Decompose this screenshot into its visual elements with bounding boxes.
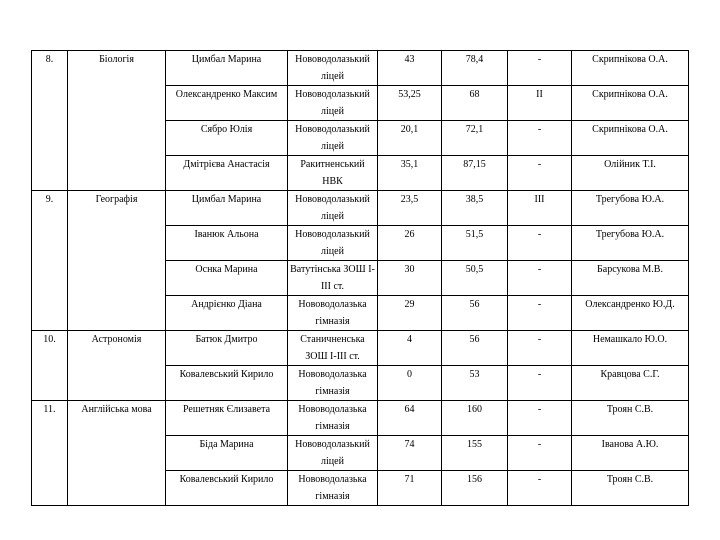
score-1: 43 [378, 51, 442, 86]
place: - [508, 366, 572, 401]
student-name: Сябро Юлія [166, 121, 288, 156]
place: - [508, 401, 572, 436]
teacher-name: Троян С.В. [572, 471, 689, 506]
teacher-name: Кравцова С.Г. [572, 366, 689, 401]
teacher-name: Іванова А.Ю. [572, 436, 689, 471]
place: - [508, 226, 572, 261]
student-name: Андрієнко Діана [166, 296, 288, 331]
score-1: 0 [378, 366, 442, 401]
table-row [32, 401, 689, 436]
table-row [32, 191, 689, 226]
student-name: Оснка Марина [166, 261, 288, 296]
student-name: Біда Марина [166, 436, 288, 471]
subject-name: Географія [68, 191, 166, 331]
score-2: 38,5 [442, 191, 508, 226]
score-2: 56 [442, 296, 508, 331]
place: ІІ [508, 86, 572, 121]
teacher-name: Скрипнікова О.А. [572, 51, 689, 86]
score-2: 50,5 [442, 261, 508, 296]
score-1: 4 [378, 331, 442, 366]
score-2: 51,5 [442, 226, 508, 261]
school-name: Нововодолазький ліцей [288, 121, 378, 156]
score-2: 160 [442, 401, 508, 436]
score-1: 23,5 [378, 191, 442, 226]
score-1: 35,1 [378, 156, 442, 191]
item-number: 8. [32, 51, 68, 191]
score-2: 155 [442, 436, 508, 471]
place: - [508, 51, 572, 86]
student-name: Дмітрієва Анастасія [166, 156, 288, 191]
score-2: 68 [442, 86, 508, 121]
school-name: Нововодолазький ліцей [288, 436, 378, 471]
place: - [508, 261, 572, 296]
teacher-name: Скрипнікова О.А. [572, 86, 689, 121]
school-name: Нововодолазька гімназія [288, 471, 378, 506]
student-name: Ковалевський Кирило [166, 471, 288, 506]
subject-name: Астрономія [68, 331, 166, 401]
teacher-name: Барсукова М.В. [572, 261, 689, 296]
score-2: 56 [442, 331, 508, 366]
teacher-name: Немашкало Ю.О. [572, 331, 689, 366]
school-name: Нововодолазький ліцей [288, 51, 378, 86]
score-2: 87,15 [442, 156, 508, 191]
place: ІІІ [508, 191, 572, 226]
teacher-name: Скрипнікова О.А. [572, 121, 689, 156]
school-name: Ватутінська ЗОШ І-ІІІ ст. [288, 261, 378, 296]
score-1: 64 [378, 401, 442, 436]
school-name: Нововодолазький ліцей [288, 86, 378, 121]
place: - [508, 436, 572, 471]
table-row [32, 331, 689, 366]
score-1: 29 [378, 296, 442, 331]
teacher-name: Трегубова Ю.А. [572, 191, 689, 226]
place: - [508, 331, 572, 366]
school-name: Нововодолазька гімназія [288, 401, 378, 436]
student-name: Батюк Дмитро [166, 331, 288, 366]
score-1: 30 [378, 261, 442, 296]
student-name: Ковалевський Кирило [166, 366, 288, 401]
teacher-name: Олександренко Ю.Д. [572, 296, 689, 331]
school-name: Нововодолазький ліцей [288, 226, 378, 261]
place: - [508, 121, 572, 156]
score-2: 156 [442, 471, 508, 506]
teacher-name: Трегубова Ю.А. [572, 226, 689, 261]
item-number: 10. [32, 331, 68, 401]
place: - [508, 296, 572, 331]
place: - [508, 471, 572, 506]
item-number: 11. [32, 401, 68, 506]
score-2: 78,4 [442, 51, 508, 86]
score-1: 20,1 [378, 121, 442, 156]
student-name: Іванюк Альона [166, 226, 288, 261]
table-row [32, 51, 689, 86]
student-name: Цимбал Марина [166, 51, 288, 86]
student-name: Решетняк Єлизавета [166, 401, 288, 436]
school-name: Нововодолазька гімназія [288, 296, 378, 331]
teacher-name: Троян С.В. [572, 401, 689, 436]
score-1: 26 [378, 226, 442, 261]
score-2: 72,1 [442, 121, 508, 156]
school-name: Нововодолазький ліцей [288, 191, 378, 226]
subject-name: Біологія [68, 51, 166, 191]
school-name: Ракитненський НВК [288, 156, 378, 191]
subject-name: Англійська мова [68, 401, 166, 506]
place: - [508, 156, 572, 191]
school-name: Нововодолазька гімназія [288, 366, 378, 401]
item-number: 9. [32, 191, 68, 331]
student-name: Цимбал Марина [166, 191, 288, 226]
score-2: 53 [442, 366, 508, 401]
school-name: Станичненська ЗОШ І-ІІІ ст. [288, 331, 378, 366]
score-1: 53,25 [378, 86, 442, 121]
results-table [31, 50, 689, 506]
score-1: 74 [378, 436, 442, 471]
student-name: Олександренко Максим [166, 86, 288, 121]
teacher-name: Олійник Т.І. [572, 156, 689, 191]
score-1: 71 [378, 471, 442, 506]
